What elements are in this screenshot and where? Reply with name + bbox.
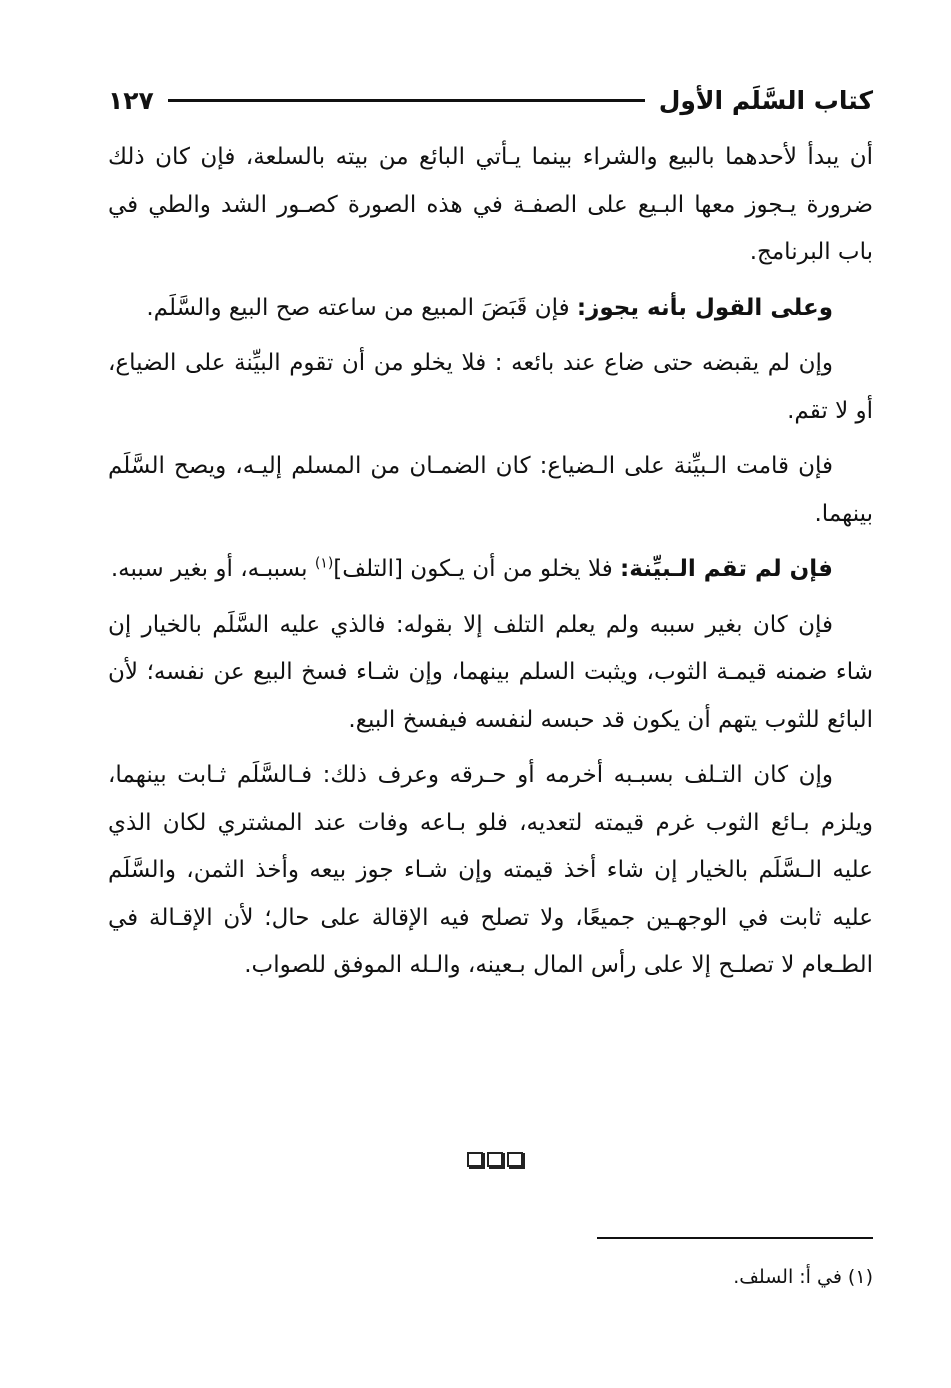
header-rule xyxy=(168,99,645,102)
paragraph-text: فلا يخلو من أن يـكون [التلف] xyxy=(333,556,621,582)
paragraph-bold-lead: وعلى القول بأنه يجوز: xyxy=(576,294,833,321)
paragraph-5 xyxy=(108,546,873,594)
page-number: ١٢٧ xyxy=(108,85,154,115)
paragraph-2 xyxy=(108,285,873,333)
footnote-text: (١) في أ: السلف. xyxy=(733,1266,873,1288)
paragraph-text: فإن كان بغير سببه ولم يعلم التلف إلا بقوله: فالذي عليه السَّلَم بالخيار إن شاء ضمنه قيمـة الثوب، ويثبت السلم بينهما، وإن شـاء فسخ البيع عن نفسه؛ لأن البائع للثوب يتهم أن يكون قد حبسه لنفسه فيفسخ البيع. xyxy=(108,611,873,733)
paragraph-text: وإن كان التـلف بسبـبه أخرمه أو حـرقه وعرف ذلك: فـالسَّلَم ثـابت بينهما، ويلزم بـائع الثوب غرم قيمته لتعديه، فلو بـاعه وفات عند المشتري لكان الذي عليه الـسَّلَم بالخيار إن شاء أخذ قيمته وإن شـاء جوز بيعه وأخذ الثمن، والسَّلَم عليه ثابت في الوجهـين جميعًا، ولا تصلح فيه الإقالة على حال؛ لأن الإقـالة في الطـعام لا تصلـح إلا على رأس المال بـعينه، والـله الموفق للصواب. xyxy=(108,762,873,978)
paragraph-text: فإن قَبَضَ المبيع من ساعته صح البيع والسَّلَم. xyxy=(146,294,577,321)
footnote xyxy=(108,1262,873,1292)
paragraph-1 xyxy=(108,134,873,277)
ornament-box-icon xyxy=(487,1152,503,1167)
paragraph-6 xyxy=(108,602,873,745)
paragraph-text: وإن لم يقبضه حتى ضاع عند بائعه : فلا يخلو من أن تقوم البيِّنة على الضياع، أو لا تقم. xyxy=(108,350,873,424)
footnote-reference[interactable]: (١) xyxy=(314,555,334,572)
paragraph-4 xyxy=(108,443,873,538)
paragraph-bold-lead: فإن لم تقم الـبيِّنة: xyxy=(620,556,833,582)
footnote-rule xyxy=(597,1237,873,1239)
body-text xyxy=(108,134,873,998)
paragraph-text: أن يبدأ لأحدهما بالبيع والشراء بينما يـأتي البائع من بيته بالسلعة، فإن كان ذلك ضرورة يـجوز معها البـيع على الصفـة في هذه الصورة كصـور الشد والطي في باب البرنامج. xyxy=(108,144,873,265)
paragraph-text: فإن قامت الـبيِّنة على الـضياع: كان الضمـان من المسلم إليـه، ويصح السَّلَم بينهما. xyxy=(108,453,873,527)
page-header xyxy=(108,78,873,122)
paragraph-3 xyxy=(108,340,873,435)
running-title: كتاب السَّلَم الأول xyxy=(658,85,873,115)
paragraph-7 xyxy=(108,752,873,990)
ornament-box-icon xyxy=(467,1152,483,1167)
section-ornament xyxy=(455,1152,535,1176)
ornament-box-icon xyxy=(507,1152,523,1167)
paragraph-text: بسببـه، أو بغير سببه. xyxy=(110,556,315,582)
